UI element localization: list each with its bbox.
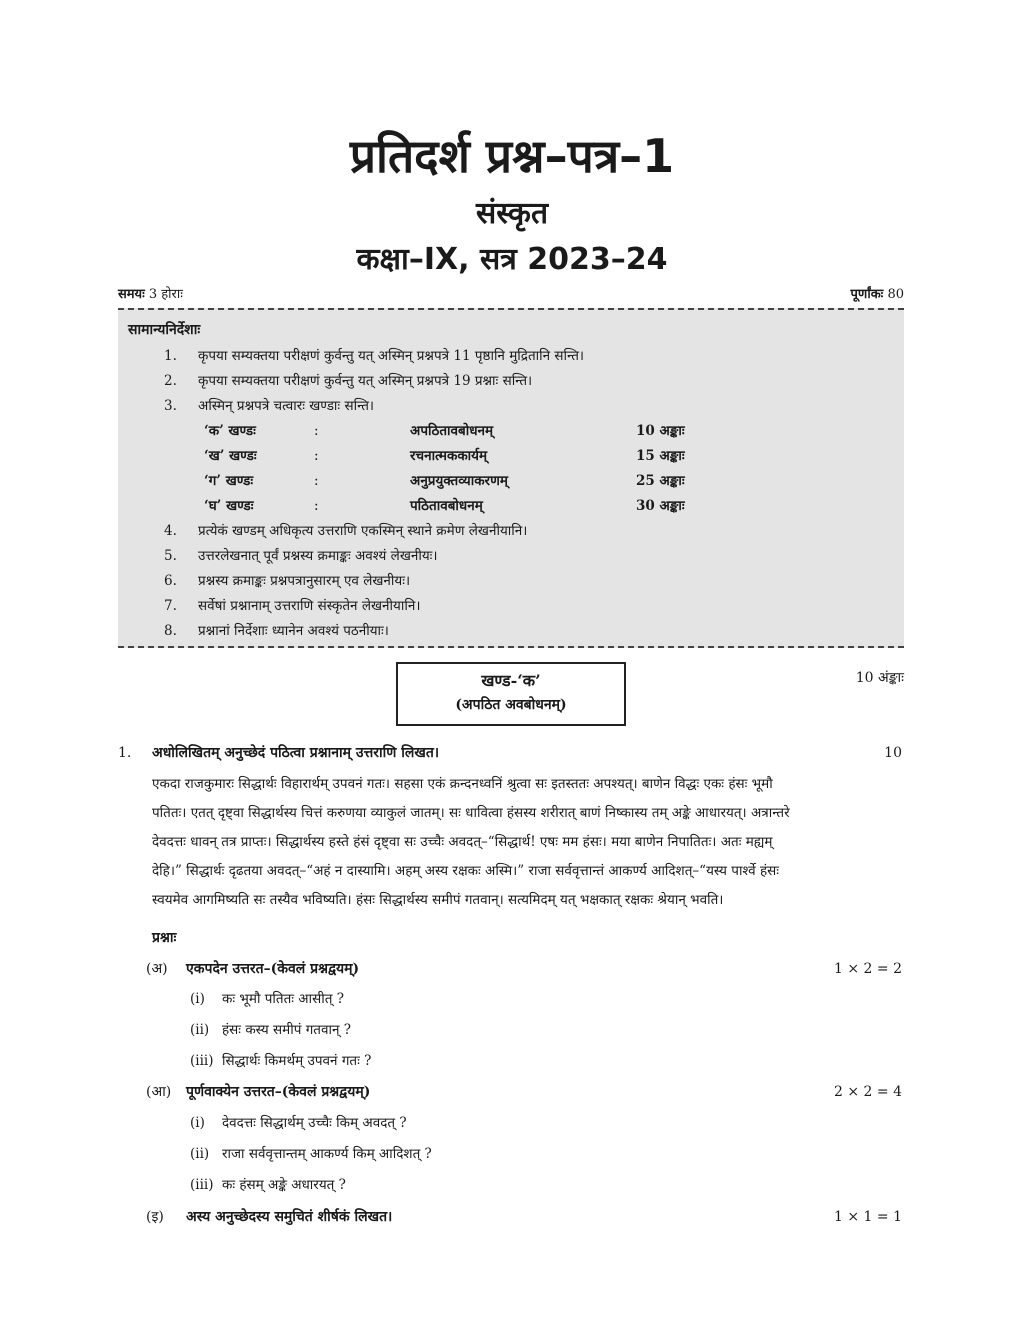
section-heading-box (396, 662, 626, 726)
instruction-item (164, 569, 884, 594)
page-title: प्रतिदर्श प्रश्न–पत्र–1 (349, 129, 675, 183)
khanda-marks: 15 अङ्काः (636, 448, 685, 464)
instructions-heading: सामान्यनिर्देशाः (128, 322, 201, 338)
question-marks: 10 (884, 745, 902, 761)
question-item-label: (i) (190, 1115, 205, 1131)
question-item-text: हंसः कस्य समीपं गतवान् ? (222, 1022, 352, 1038)
khanda-colon: : (314, 448, 319, 464)
khanda-name: ‘ग’ खण्डः (204, 473, 254, 489)
passage-line: स्वयमेव आगमिष्यति सः तस्यैव भविष्यति। हंसः सिद्धार्थस्य समीपं गतवान्। सत्यमिदम् यत् भक्षकात् रक्षकः श्रेयान् भवति। (152, 892, 724, 908)
instruction-item (164, 369, 884, 394)
khanda-name: ‘घ’ खण्डः (204, 498, 254, 514)
khanda-row (204, 494, 764, 519)
time-info (118, 286, 183, 304)
passage-line: पतितः। एतत् दृष्ट्वा सिद्धार्थस्य चित्तं करुणया व्याकुलं जातम्। सः धावित्वा हंसस्य शरीरात् बाणं निष्कास्य तम् अङ्के आधारयत्। अत्रान्तरे (152, 805, 790, 821)
khanda-name: ‘क’ खण्डः (204, 423, 256, 439)
instruction-number: 8. (164, 623, 177, 639)
questions-label: प्रश्नाः (152, 930, 177, 946)
section-marks: 10 अंङ्काः (855, 670, 904, 686)
khanda-marks: 30 अङ्काः (636, 498, 685, 514)
instruction-item (164, 344, 884, 369)
section-subtitle: (अपठित अवबोधनम्) (455, 697, 567, 713)
instruction-text: सर्वेषां प्रश्नानाम् उत्तराणि संस्कृतेन लेखनीयानि। (198, 598, 421, 614)
question-item-text: सिद्धार्थः किमर्थम् उपवनं गतः ? (222, 1053, 372, 1069)
khanda-colon: : (314, 473, 319, 489)
instruction-item (164, 594, 884, 619)
khanda-desc: पठितावबोधनम् (410, 498, 483, 514)
time-value: 3 होराः (148, 287, 183, 302)
khanda-desc: अनुप्रयुक्तव्याकरणम् (410, 473, 508, 489)
question-item-text: देवदत्तः सिद्धार्थम् उच्चैः किम् अवदत् ? (222, 1115, 407, 1131)
instruction-number: 2. (164, 373, 177, 389)
passage-line: देहि।” सिद्धार्थः दृढतया अवदत्–“अहं न दास्यामि। अहम् अस्य रक्षकः अस्मि।” राजा सर्ववृत्तान्तं आकर्ण्य आदिशत्–“यस्य पार्श्वे हंसः (152, 863, 779, 879)
question-item-label: (iii) (190, 1053, 214, 1069)
sub-question-label: (इ) (146, 1209, 164, 1225)
question-item-text: कः हंसम् अङ्के अधारयत् ? (222, 1177, 346, 1193)
instruction-number: 3. (164, 398, 177, 414)
question-item-text: राजा सर्ववृत्तान्तम् आकर्ण्य किम् आदिशत् ? (222, 1146, 432, 1162)
passage-line: एकदा राजकुमारः सिद्धार्थः विहारार्थम् उपवनं गतः। सहसा एकं क्रन्दनध्वनिं श्रुत्वा सः इतस्ततः अपश्यत्। बाणेन विद्धः एकः हंसः भूमौ (152, 776, 773, 792)
sub-question-marks: 2 × 2 = 4 (834, 1084, 902, 1100)
instruction-item (164, 544, 884, 569)
khanda-row (204, 444, 764, 469)
question-item-label: (iii) (190, 1177, 214, 1193)
instruction-text: प्रत्येकं खण्डम् अधिकृत्य उत्तराणि एकस्मिन् स्थाने क्रमेण लेखनीयानि। (198, 523, 528, 539)
khanda-marks: 10 अङ्काः (636, 423, 685, 439)
instruction-text: उत्तरलेखनात् पूर्वं प्रश्नस्य क्रमाङ्कः अवश्यं लेखनीयः। (198, 548, 438, 564)
instruction-item (164, 394, 884, 419)
marks-label: पूर्णांकः (850, 287, 884, 302)
time-label: समयः (118, 287, 145, 302)
sub-question-marks: 1 × 2 = 2 (834, 961, 902, 977)
sub-question-text: पूर्णवाक्येन उत्तरत–(केवलं प्रश्नद्वयम्) (186, 1084, 371, 1100)
instruction-text: प्रश्नस्य क्रमाङ्कः प्रश्नपत्रानुसारम् एव लेखनीयः। (198, 573, 411, 589)
instruction-text: कृपया सम्यक्तया परीक्षणं कुर्वन्तु यत् अस्मिन् प्रश्नपत्रे 11 पृष्ठानि मुद्रितानि सन्ति। (198, 348, 585, 364)
instruction-number: 5. (164, 548, 177, 564)
sub-question-text: एकपदेन उत्तरत–(केवलं प्रश्नद्वयम्) (186, 961, 360, 977)
marks-value: 80 (887, 287, 904, 302)
instruction-number: 6. (164, 573, 177, 589)
question-item-text: कः भूमौ पतितः आसीत् ? (222, 991, 344, 1007)
instruction-number: 1. (164, 348, 177, 364)
question-text: अधोलिखितम् अनुच्छेदं पठित्वा प्रश्नानाम् उत्तराणि लिखत। (152, 745, 440, 761)
question-item-label: (ii) (190, 1146, 210, 1162)
sub-question-label: (आ) (146, 1084, 172, 1100)
instruction-text: कृपया सम्यक्तया परीक्षणं कुर्वन्तु यत् अस्मिन् प्रश्नपत्रे 19 प्रश्नाः सन्ति। (198, 373, 533, 389)
sub-question-text: अस्य अनुच्छेदस्य समुचितं शीर्षकं लिखत। (186, 1209, 393, 1225)
question-item-label: (i) (190, 991, 205, 1007)
khanda-colon: : (314, 423, 319, 439)
passage (152, 770, 902, 915)
instruction-number: 7. (164, 598, 177, 614)
total-marks-info (851, 286, 904, 304)
khanda-row (204, 469, 764, 494)
sub-question-label: (अ) (146, 961, 168, 977)
sub-question-marks: 1 × 1 = 1 (834, 1209, 902, 1225)
khanda-marks: 25 अङ्काः (636, 473, 685, 489)
general-instructions-box (118, 308, 904, 648)
khanda-colon: : (314, 498, 319, 514)
class-session-title: कक्षा–IX, सत्र 2023–24 (356, 242, 668, 277)
section-title: खण्ड-‘क’ (481, 671, 541, 690)
khanda-desc: रचनात्मककार्यम् (410, 448, 488, 464)
instruction-item (164, 619, 884, 644)
instructions-list (164, 344, 884, 644)
instruction-item (164, 519, 884, 544)
khanda-row (204, 419, 764, 444)
instruction-text: प्रश्नानां निर्देशाः ध्यानेन अवश्यं पठनीयाः। (198, 623, 389, 639)
passage-line: देवदत्तः धावन् तत्र प्राप्तः। सिद्धार्थस्य हस्ते हंसं दृष्ट्वा सः उच्चैः अवदत्–“सिद्धार्थ! एषः मम हंसः। मया बाणेन निपातितः। अतः मह्यम् (152, 834, 773, 850)
question-item-label: (ii) (190, 1022, 210, 1038)
khanda-table (204, 419, 764, 519)
question-number: 1. (118, 745, 132, 761)
khanda-table-row (164, 419, 884, 519)
instruction-text: अस्मिन् प्रश्नपत्रे चत्वारः खण्डाः सन्ति। (198, 398, 375, 414)
subject-title: संस्कृत (475, 196, 549, 231)
khanda-desc: अपठितावबोधनम् (410, 423, 494, 439)
khanda-name: ‘ख’ खण्डः (204, 448, 257, 464)
instruction-number: 4. (164, 523, 177, 539)
